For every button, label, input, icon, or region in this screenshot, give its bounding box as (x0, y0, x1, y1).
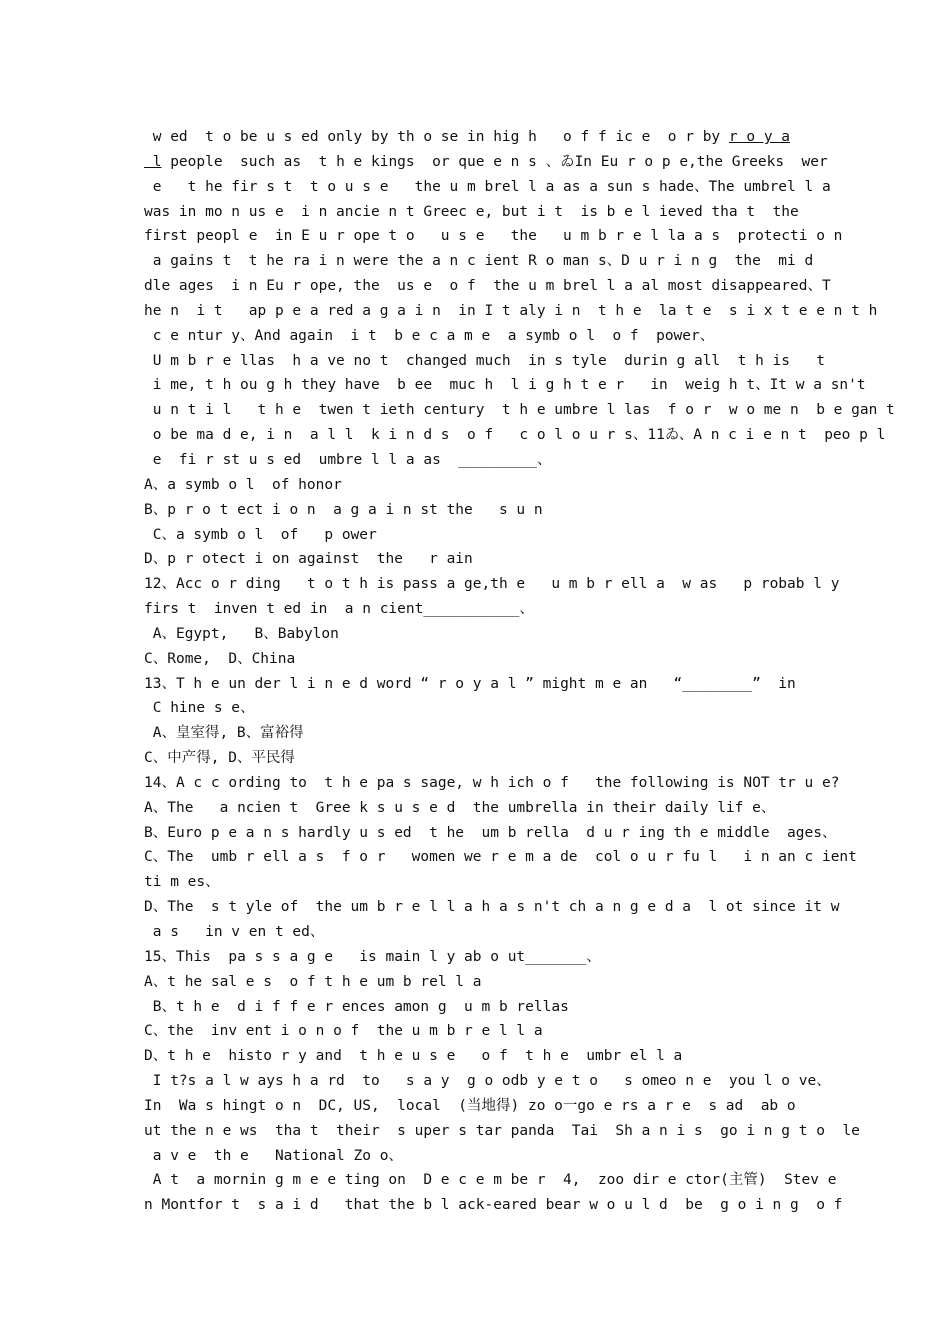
text-line: c e ntur y、And again i t b e c a m e a symb o l o f power、 (144, 327, 715, 344)
text-line: n Montfor t s a i d that the b l ack-eared bear w o u l d be g o i n g o f (144, 1197, 843, 1214)
text-line: ti m es、 (144, 874, 220, 891)
line-text: w ed t o be u s ed only by th o se in hig h o f f ic e o r by (144, 129, 729, 145)
text-line: first peopl e in E u r ope t o u s e the u m b r e l la a s protecti o n (144, 228, 843, 245)
text-line: C、The umb r ell a s f o r women we r e m a de col o u r fu l i n an c ient (144, 849, 857, 866)
text-line: D、The s t yle of the um b r e l l a h a s n't ch a n g e d a l ot since it w (144, 899, 840, 916)
text-line: D、p r otect i on against the r ain (144, 551, 473, 568)
text-line: firs t inven t ed in a n cient___________、 (144, 601, 534, 618)
text-line: 13、T h e un der l i n e d word “ r o y a l ” might m e an “________” in (144, 675, 796, 692)
text-line: o be ma d e, i n a l l k i n d s o f c o l o u r s、11ゐ、A n c i e n t peo p l (144, 427, 886, 444)
text-line: e fi r st u s ed umbre l l a as _________、 (144, 451, 552, 468)
text-line: a v e th e National Zo o、 (144, 1147, 403, 1164)
text-line: C、Rome, D、China (144, 650, 296, 667)
text-line: A t a mornin g m e e ting on D e c e m be r 4, zoo dir e ctor(主管) Stev e (144, 1172, 837, 1189)
text-line: 12、Acc o r ding t o t h is pass a ge,th e u m b r ell a w as p robab l y (144, 576, 840, 593)
text-line: dle ages i n Eu r ope, the us e o f the u m brel l a al most disappeared、T (144, 278, 831, 295)
text-line: a gains t t he ra i n were the a n c ient R o man s、D u r i n g the mi d (144, 253, 814, 270)
text-line: u n t i l t h e twen t ieth century t h e umbre l las f o r w o me n b e gan t (144, 402, 895, 419)
line-text: people such as t h e kings or que e n s 、ゐIn Eu r o p e,the Greeks wer (161, 153, 828, 170)
text-line: C、the inv ent i o n o f the u m b r e l l a (144, 1023, 543, 1040)
text-line: B、Euro p e a n s hardly u s ed t he um b rella d u r ing th e middle ages、 (144, 824, 837, 841)
text-line: C hine s e、 (144, 700, 255, 717)
text-line: 15、This pa s s a g e is main l y ab o ut_______、 (144, 948, 601, 965)
text-line: A、皇室得, B、富裕得 (144, 725, 304, 742)
text-line: a s in v en t ed、 (144, 924, 325, 940)
text-line: 14、A c c ording to t h e pa s sage, w h ich o f the following is NOT tr u e? (144, 774, 840, 791)
text-line (144, 150, 828, 175)
text-line: B、p r o t ect i o n a g a i n st the s u n (144, 501, 543, 518)
text-line: C、a symb o l of p ower (144, 526, 377, 543)
underlined-word: l (144, 153, 162, 170)
text-line: A、Egypt, B、Babylon (144, 625, 339, 642)
text-line: A、t he sal e s o f t h e um b rel l a (144, 973, 482, 990)
text-line: A、a symb o l of honor (144, 476, 342, 493)
text-line: i me, t h ou g h they have b ee muc h l i g h t e r in weig h t、It w a sn't (144, 377, 866, 394)
text-line: B、t h e d i f f e r ences amon g u m b rellas (144, 998, 569, 1015)
text-line: In Wa s hingt o n DC, US, local (当地得) zo o一go e rs a r e s ad ab o (144, 1097, 796, 1114)
text-line: was in mo n us e i n ancie n t Greec e, but i t is b e l ieved tha t the (144, 203, 799, 220)
text-line: e t he fir s t t o u s e the u m brel l a as a sun s hade、The umbrel l a (144, 178, 831, 195)
text-line: ut the n e ws tha t their s uper s tar panda Tai Sh a n i s go i n g t o le (144, 1122, 860, 1139)
document-page (144, 125, 895, 1218)
text-line: A、The a ncien t Gree k s u s e d the umbrella in their daily lif e、 (144, 799, 776, 816)
text-line: he n i t ap p e a red a g a i n in I t aly i n t h e la t e s i x t e e n t h (144, 302, 878, 319)
underlined-word: r o y a (728, 129, 791, 145)
text-line (144, 125, 812, 150)
text-line: I t?s a l w ays h a rd to s a y g o odb y e t o s omeo n e you l o ve、 (144, 1073, 831, 1090)
text-line: C、中产得, D、平民得 (144, 750, 295, 767)
text-line: D、t h e histo r y and t h e u s e o f t h e umbr el l a (144, 1048, 683, 1065)
text-line: U m b r e llas h a ve no t changed much in s tyle durin g all t h is t (144, 352, 825, 369)
